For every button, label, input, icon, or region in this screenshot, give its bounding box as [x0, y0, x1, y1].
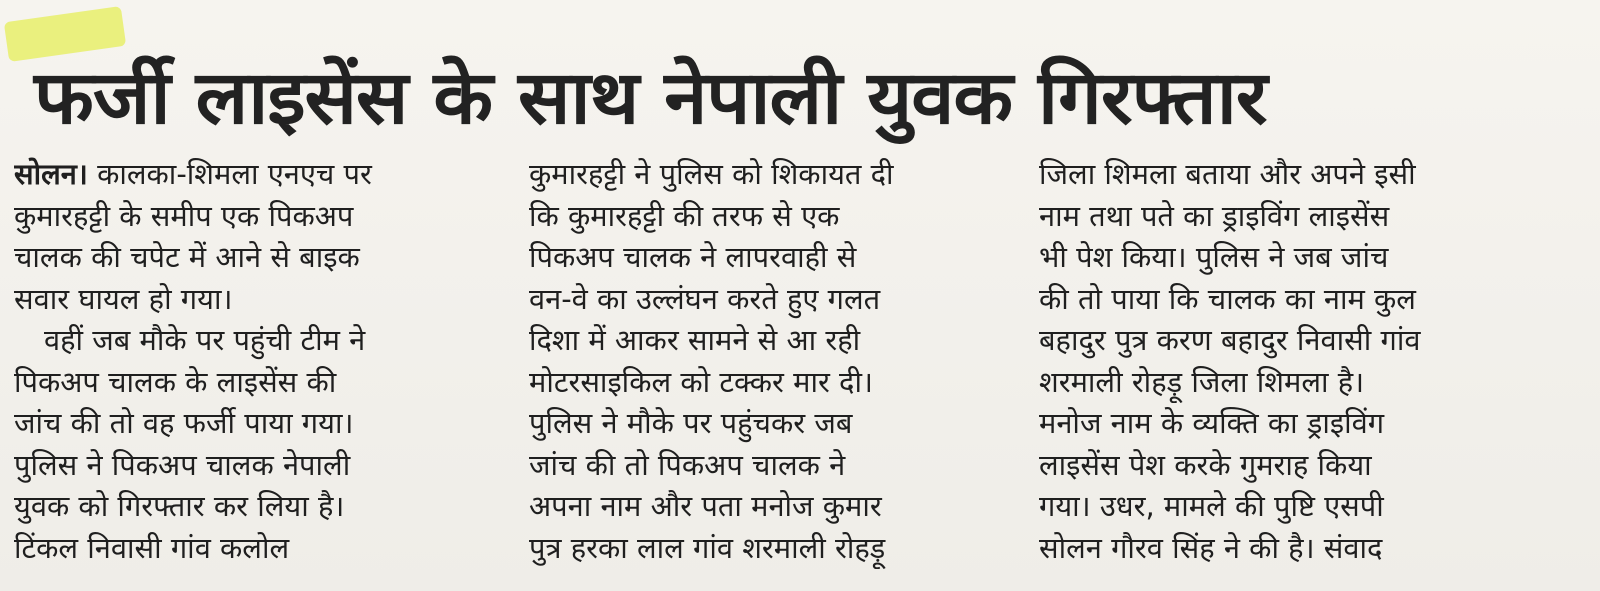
- article-line: नाम तथा पते का ड्राइविंग लाइसेंस: [1039, 198, 1390, 233]
- article-line: अपना नाम और पता मनोज कुमार: [529, 489, 882, 523]
- article-line: पुलिस ने पिकअप चालक नेपाली: [14, 447, 351, 482]
- article-line: सवार घायल हो गया।: [14, 281, 233, 316]
- article-line: [14, 154, 509, 196]
- article-line: जांच की तो पिकअप चालक ने: [529, 447, 846, 482]
- article-line: सोलन गौरव सिंह ने की है। संवाद: [1039, 530, 1383, 565]
- article-line: जिला शिमला बताया और अपने इसी: [1039, 157, 1416, 191]
- article-line: पिकअप चालक के लाइसेंस की: [14, 364, 337, 399]
- article-line: बहादुर पुत्र करण बहादुर निवासी गांव: [1039, 323, 1421, 357]
- article-line: दिशा में आकर सामने से आ रही: [529, 323, 861, 357]
- article-line: पुलिस ने मौके पर पहुंचकर जब: [529, 406, 853, 440]
- article-body: [14, 154, 1574, 574]
- article-column-1: [14, 154, 509, 574]
- article-line: गया। उधर, मामले की पुष्टि एसपी: [1039, 489, 1384, 523]
- article-line: कुमारहट्टी के समीप एक पिकअप: [14, 198, 354, 233]
- article-line: चालक की चपेट में आने से बाइक: [14, 240, 360, 274]
- article-line: भी पेश किया। पुलिस ने जब जांच: [1039, 240, 1389, 274]
- article-line: लाइसेंस पेश करके गुमराह किया: [1039, 447, 1372, 482]
- article-line: कुमारहट्टी ने पुलिस को शिकायत दी: [529, 157, 894, 191]
- article-line: टिंकल निवासी गांव कलोल: [14, 530, 290, 565]
- article-line: मनोज नाम के व्यक्ति का ड्राइविंग: [1039, 406, 1385, 440]
- article-column-2: [529, 154, 1024, 574]
- headline: फर्जी लाइसेंस के साथ नेपाली युवक गिरफ्तार: [34, 55, 1267, 141]
- article-line: जांच की तो वह फर्जी पाया गया।: [14, 406, 354, 440]
- article-line: वहीं जब मौके पर पहुंची टीम ने: [44, 323, 366, 357]
- article-line-text: कालका-शिमला एनएच पर: [87, 157, 372, 191]
- article-line: पुत्र हरका लाल गांव शरमाली रोहड़ू: [529, 530, 886, 565]
- article-line: शरमाली रोहड़ू जिला शिमला है।: [1039, 364, 1365, 399]
- article-line: कि कुमारहट्टी की तरफ से एक: [529, 198, 840, 233]
- dateline: सोलन।: [14, 157, 88, 191]
- article-column-3: [1039, 154, 1559, 574]
- article-line: मोटरसाइकिल को टक्कर मार दी।: [529, 364, 873, 399]
- article-line: वन-वे का उल्लंघन करते हुए गलत: [529, 281, 881, 316]
- article-line: युवक को गिरफ्तार कर लिया है।: [14, 489, 345, 523]
- article-line: की तो पाया कि चालक का नाम कुल: [1039, 281, 1416, 316]
- article-line: पिकअप चालक ने लापरवाही से: [529, 240, 857, 274]
